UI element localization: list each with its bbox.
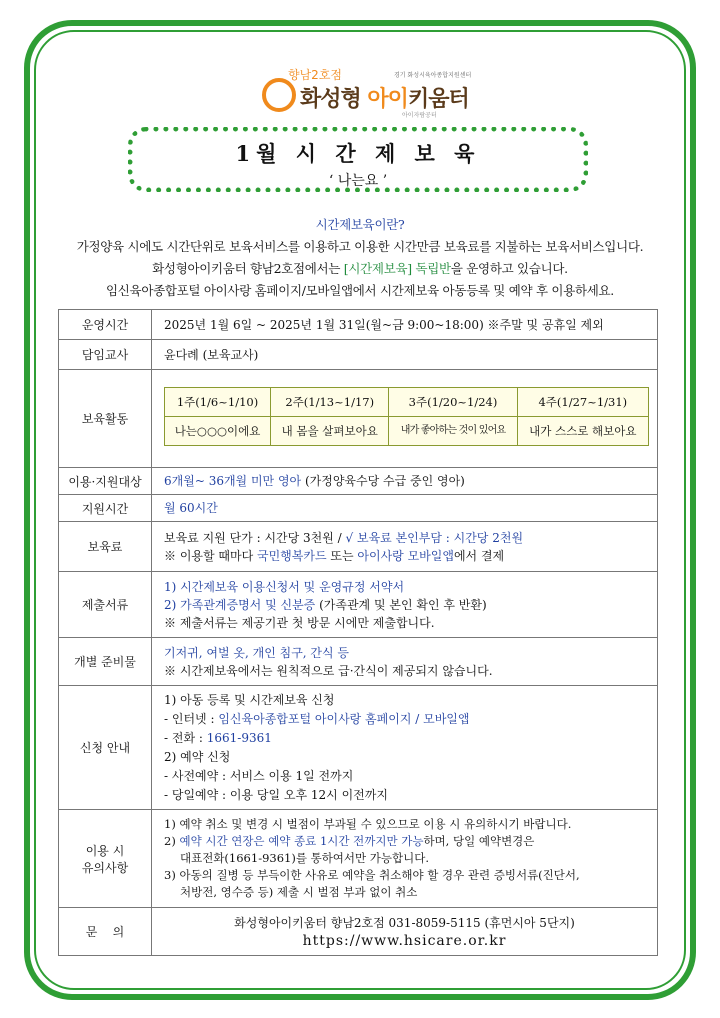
title-box — [128, 127, 588, 192]
apply-phone: 1661-9361 — [206, 730, 272, 745]
apply-line-3a: - 전화 : — [164, 730, 207, 745]
value-contact — [152, 908, 658, 956]
notes-line-1: 1) 예약 취소 및 변경 시 벌점이 부과될 수 있으므로 이용 시 유의하시기 바랍니다. — [164, 817, 572, 831]
row-documents — [59, 572, 658, 638]
page-title: 1월 시 간 제 보 육 — [235, 141, 481, 166]
week-theme-row — [165, 417, 649, 446]
fee-support-rate: 보육료 지원 단가 : 시간당 3천원 / — [164, 530, 346, 545]
value-apply — [152, 686, 658, 810]
notes-line-2c: 하며, 당일 예약변경은 — [423, 834, 535, 848]
label-support: 지원시간 — [59, 495, 152, 522]
apply-line-2a: - 인터넷 : — [164, 711, 219, 726]
apply-line-4: 2) 예약 신청 — [164, 749, 231, 764]
fee-line-1 — [164, 529, 645, 547]
notes-line-5: 처방전, 영수증 등) 제출 시 벌점 부과 없이 취소 — [180, 885, 418, 899]
logo-tagline: 아이자람공터 — [402, 112, 437, 119]
fee-line-2 — [164, 547, 645, 565]
prep-line-2: ※ 시간제보육에서는 원칙적으로 급·간식이 제공되지 않습니다. — [164, 663, 493, 678]
intro-line-2b: [시간제보육] 독립반 — [343, 261, 451, 276]
label-notes-1: 이용 시 — [85, 843, 125, 858]
label-contact: 문 의 — [59, 908, 152, 956]
week-2-theme: 내 몸을 살펴보아요 — [271, 417, 389, 446]
label-period: 운영시간 — [59, 310, 152, 340]
value-fee — [152, 522, 658, 572]
week-2-label: 2주(1/13~1/17) — [271, 388, 389, 417]
notes-line-4: 3) 아동의 질병 등 부득이한 사유로 예약을 취소해야 할 경우 관련 증빙서류(진단서, — [164, 868, 580, 882]
value-support: 월 60시간 — [152, 495, 658, 522]
smile-logo-icon — [262, 78, 296, 112]
label-fee: 보육료 — [59, 522, 152, 572]
contact-line: 화성형아이키움터 향남2호점 031-8059-5115 (휴먼시아 5단지) — [234, 915, 575, 930]
row-apply — [59, 686, 658, 810]
documents-line-2 — [164, 596, 645, 614]
logo-name-part3: 키움터 — [407, 87, 469, 112]
intro-question: 시간제보육이란? — [315, 217, 405, 232]
logo-org: 경기 화성시육아종합지원센터 — [394, 72, 472, 79]
page-subtitle: ‘ 나는요 ’ — [328, 173, 388, 189]
documents-line-1: 1) 시간제보육 이용신청서 및 운영규정 서약서 — [164, 579, 405, 594]
logo-branch: 향남2호점 — [288, 68, 343, 82]
week-1-label: 1주(1/6~1/10) — [165, 388, 271, 417]
row-activity — [59, 370, 658, 468]
fee-app: 아이사랑 모바일앱 — [357, 548, 454, 563]
value-teacher: 윤다례 (보육교사) — [152, 340, 658, 370]
value-prep — [152, 638, 658, 686]
week-4-label: 4주(1/27~1/31) — [517, 388, 648, 417]
documents-line-3: ※ 제출서류는 제공기관 첫 방문 시에만 제출합니다. — [164, 615, 435, 630]
notes-extension: 예약 시간 연장은 예약 종료 1시간 전까지만 가능 — [179, 834, 424, 848]
contact-url[interactable]: https://www.hsicare.or.kr — [302, 932, 507, 949]
label-notes — [59, 810, 152, 908]
documents-line-2a: 2) 가족관계증명서 및 신분증 — [164, 597, 316, 612]
fee-line-2e: 에서 결제 — [453, 548, 505, 563]
value-target — [152, 468, 658, 495]
value-documents — [152, 572, 658, 638]
fee-line-2c: 또는 — [326, 548, 358, 563]
week-3-theme: 내가 좋아하는 것이 있어요 — [389, 417, 517, 446]
info-table — [58, 309, 658, 956]
value-activity — [152, 370, 658, 468]
apply-internet: 임신육아종합포털 아이사랑 홈페이지 / 모바일앱 — [218, 711, 470, 726]
row-support — [59, 495, 658, 522]
intro-line-2c: 을 운영하고 있습니다. — [450, 261, 568, 276]
label-notes-2: 유의사항 — [81, 860, 129, 875]
apply-line-2 — [164, 710, 645, 729]
fee-card: 국민행복카드 — [257, 548, 327, 563]
apply-line-5: - 사전예약 : 서비스 이용 1일 전까지 — [164, 768, 354, 783]
intro-line-1: 가정양육 시에도 시간단위로 보육서비스를 이용하고 이용한 시간만큼 보육료를 지불하는 보육서비스입니다. — [76, 239, 644, 254]
value-period: 2025년 1월 6일 ~ 2025년 1월 31일(월~금 9:00~18:00) ※주말 및 공휴일 제외 — [152, 310, 658, 340]
prep-line-1: 기저귀, 여벌 옷, 개인 침구, 간식 등 — [164, 645, 350, 660]
week-header-row — [165, 388, 649, 417]
fee-line-2a: ※ 이용할 때마다 — [164, 548, 257, 563]
intro-line-3: 임신육아종합포털 아이사랑 홈페이지/모바일앱에서 시간제보육 아동등록 및 예약 후 이용하세요. — [106, 283, 614, 298]
logo — [262, 66, 482, 122]
label-prep: 개별 준비물 — [59, 638, 152, 686]
intro-line-2 — [40, 259, 680, 277]
row-teacher — [59, 340, 658, 370]
row-prep — [59, 638, 658, 686]
notes-line-2 — [164, 833, 645, 850]
week-3-label: 3주(1/20~1/24) — [389, 388, 517, 417]
row-period — [59, 310, 658, 340]
label-activity: 보육활동 — [59, 370, 152, 468]
weekly-activity-table — [164, 387, 649, 446]
notes-line-2a: 2) — [164, 834, 180, 848]
intro-line-2a: 화성형아이키움터 향남2호점에서는 — [152, 261, 344, 276]
week-4-theme: 내가 스스로 해보아요 — [517, 417, 648, 446]
target-main: 6개월~ 36개월 미만 영아 — [164, 474, 302, 488]
label-target: 이용·지원대상 — [59, 468, 152, 495]
value-notes — [152, 810, 658, 908]
apply-line-3 — [164, 729, 645, 748]
apply-line-6: - 당일예약 : 이용 당일 오후 12시 이전까지 — [164, 787, 388, 802]
label-teacher: 담임교사 — [59, 340, 152, 370]
row-fee — [59, 522, 658, 572]
week-1-theme: 나는○○○이에요 — [165, 417, 271, 446]
fee-self-pay: √ 보육료 본인부담 : 시간당 2천원 — [345, 530, 524, 545]
label-apply: 신청 안내 — [59, 686, 152, 810]
label-documents: 제출서류 — [59, 572, 152, 638]
documents-line-2b: (가족관계 및 본인 확인 후 반환) — [315, 597, 487, 612]
logo-name-part2: 아이 — [367, 87, 408, 112]
logo-name — [300, 82, 469, 113]
row-contact — [59, 908, 658, 956]
row-target — [59, 468, 658, 495]
notes-line-3: 대표전화(1661-9361)를 통하여서만 가능합니다. — [180, 851, 429, 865]
row-notes — [59, 810, 658, 908]
apply-line-1: 1) 아동 등록 및 시간제보육 신청 — [164, 692, 335, 707]
logo-name-part1: 화성형 — [300, 87, 368, 112]
target-note: (가정양육수당 수급 중인 영아) — [301, 474, 465, 488]
